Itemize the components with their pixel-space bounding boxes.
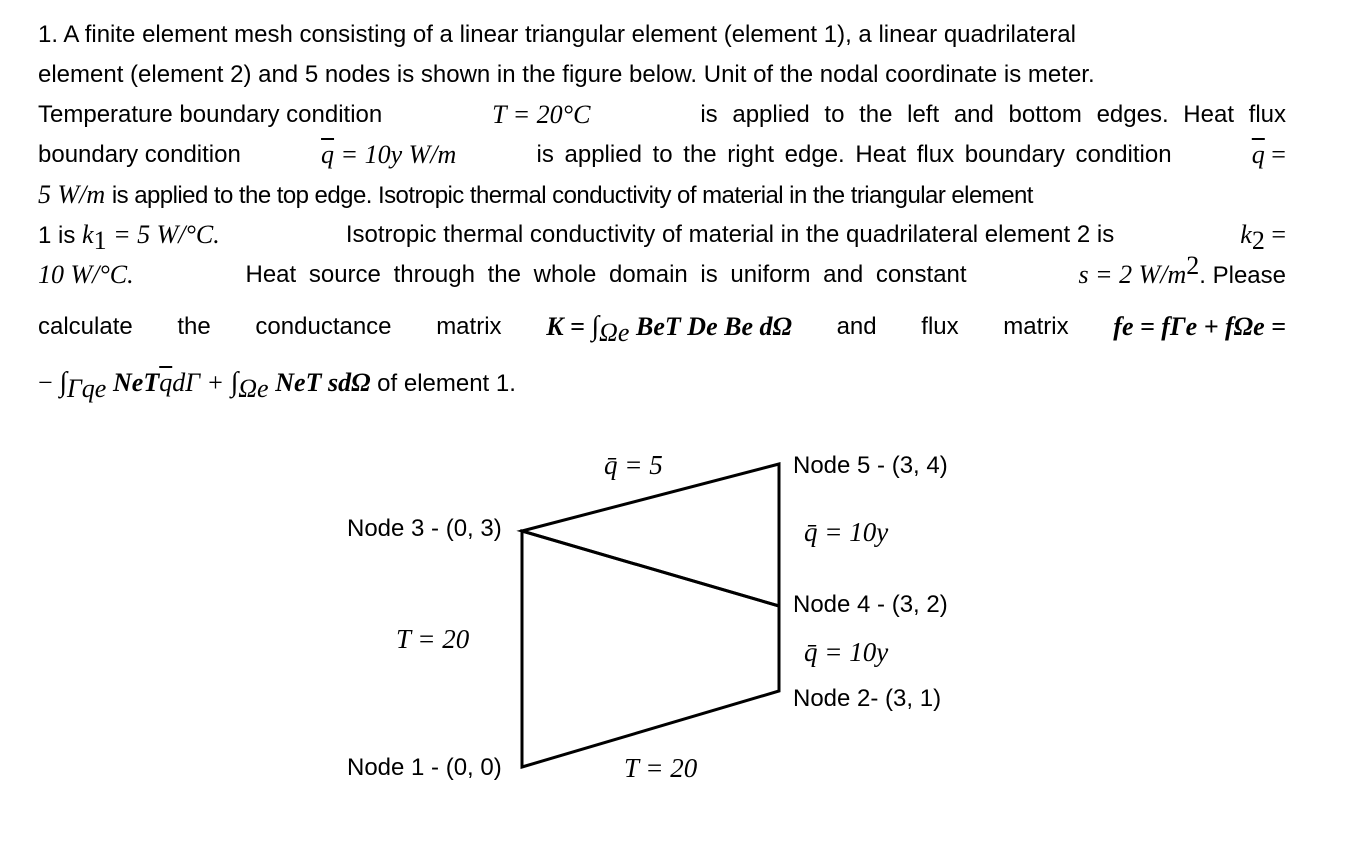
- equals: =: [1264, 140, 1286, 169]
- domain: Γqe: [67, 373, 107, 403]
- text: 1 is: [38, 222, 76, 249]
- text: Isotropic thermal conductivity of material in the quadrilateral element 2 is: [345, 221, 1115, 248]
- integral-sign: ∫: [230, 367, 239, 398]
- text: conductance: [255, 313, 392, 340]
- text: flux: [921, 313, 959, 340]
- top-flux-label: q̄ = 5: [604, 450, 663, 480]
- math: = 5 W/°C.: [106, 220, 220, 249]
- q-bar: $\overline{q}$: [321, 140, 335, 169]
- equals: =: [1264, 220, 1286, 249]
- k-symbol: k: [82, 220, 94, 249]
- integral-sign: ∫: [59, 367, 68, 398]
- math: 5 W/m: [38, 180, 106, 209]
- domain: Ωe: [599, 317, 630, 347]
- text: the: [177, 313, 211, 340]
- text: matrix: [1003, 313, 1069, 340]
- math: NeT sdΩ: [275, 368, 371, 397]
- bottom-temperature-label: T = 20: [624, 753, 698, 783]
- subscript: 1: [93, 225, 107, 255]
- node-2-label: Node 2- (3, 1): [793, 685, 942, 712]
- text: is applied to the top edge. Isotropic thermal conductivity of material in the triangular element: [111, 182, 1033, 209]
- math: K =: [546, 312, 592, 341]
- math: 10 W/°C.: [38, 260, 134, 289]
- text: is applied to the left and bottom edges. Heat flux: [700, 101, 1286, 128]
- domain: Ωe: [238, 373, 269, 403]
- math: BeT De Be dΩ: [636, 312, 792, 341]
- text: and: [836, 313, 877, 340]
- math: dΓ +: [172, 368, 231, 397]
- text: element (element 2) and 5 nodes is shown in the figure below. Unit of the nodal coordinate is meter.: [38, 61, 1095, 88]
- right-lower-flux-label: q̄ = 10y: [804, 637, 889, 667]
- math: s = 2 W/m: [1078, 260, 1187, 289]
- text: . Please: [1199, 262, 1286, 289]
- flux-formula: fe = fΓe + fΩe =: [1113, 312, 1286, 341]
- math: NeT: [113, 368, 160, 397]
- text: Heat source through the whole domain is uniform and constant: [245, 261, 967, 288]
- text: Temperature boundary condition: [38, 101, 383, 128]
- temperature-bc-math: T = 20°C: [492, 100, 591, 129]
- k-symbol: k: [1240, 220, 1252, 249]
- text: boundary condition: [38, 141, 241, 168]
- minus: −: [38, 368, 53, 397]
- node-5-label: Node 5 - (3, 4): [793, 452, 948, 479]
- right-upper-flux-label: q̄ = 10y: [804, 517, 889, 547]
- subscript: 2: [1251, 225, 1265, 255]
- element-1-triangle: [522, 464, 779, 606]
- node-3-label: Node 3 - (0, 3): [347, 515, 502, 542]
- node-4-label: Node 4 - (3, 2): [793, 591, 948, 618]
- text: is applied to the right edge. Heat flux boundary condition: [536, 141, 1172, 168]
- superscript: 2: [1186, 251, 1200, 280]
- math: = 10y W/m: [334, 140, 457, 169]
- integral-sign: ∫: [591, 311, 600, 342]
- element-2-quadrilateral: [522, 531, 779, 767]
- text: 1. A finite element mesh consisting of a linear triangular element (element 1), a linear quadrilateral: [38, 21, 1076, 48]
- text: calculate: [38, 313, 133, 340]
- node-1-label: Node 1 - (0, 0): [347, 754, 502, 781]
- q-bar: $\overline{q}$: [1251, 140, 1265, 169]
- left-temperature-label: T = 20: [396, 624, 470, 654]
- text: matrix: [436, 313, 502, 340]
- q-bar: $\overline{q}$: [159, 368, 173, 397]
- text: of element 1.: [377, 370, 516, 397]
